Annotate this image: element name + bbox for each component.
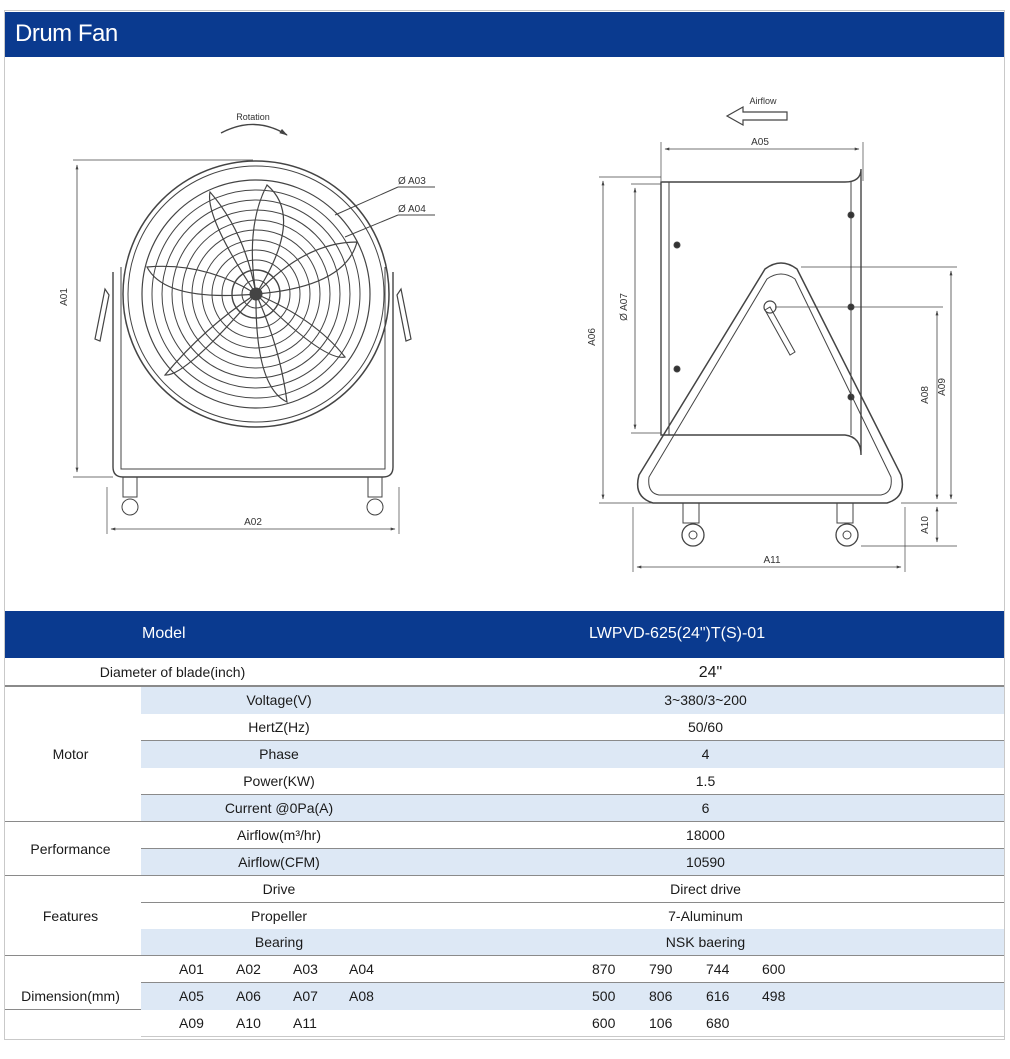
dim-value: 106	[649, 1015, 673, 1031]
dim-value: 870	[592, 961, 616, 977]
callout-line	[345, 215, 398, 237]
group-border	[5, 686, 1004, 687]
motor-hertz-value: 50/60	[687, 719, 724, 735]
dim-code: A01	[179, 961, 204, 977]
side-wheel-right	[836, 503, 858, 546]
dim-value: 680	[706, 1015, 730, 1031]
front-view	[59, 112, 435, 534]
side-view	[587, 96, 957, 572]
wheel-right	[367, 477, 383, 515]
drive-value: Direct drive	[670, 881, 741, 897]
airflow-m3-value: 18000	[686, 827, 725, 843]
table-row	[141, 687, 1004, 714]
dim-code: A09	[179, 1015, 204, 1031]
row-shade	[141, 983, 1004, 1010]
callout-a03: Ø A03	[398, 176, 426, 187]
dim-label-a08: A08	[920, 386, 931, 404]
drum-body	[661, 169, 861, 455]
dim-code: A06	[236, 988, 261, 1004]
bearing-value: NSK baering	[665, 934, 746, 950]
page-title: Drum Fan	[15, 20, 118, 47]
motor-voltage-label: Voltage(V)	[246, 692, 312, 708]
pivot-handle	[765, 307, 795, 355]
dim-value: 790	[649, 961, 673, 977]
table-row	[141, 768, 1004, 795]
handle-right	[397, 289, 411, 341]
dim-value: 600	[762, 961, 786, 977]
propeller-value: 7-Aluminum	[668, 908, 743, 924]
group-border	[5, 875, 1004, 876]
airflow-cfm-value: 10590	[686, 854, 725, 870]
motor-phase-value: 4	[701, 746, 710, 762]
group-label-performance: Performance	[30, 841, 111, 857]
diameter-value: 24"	[698, 664, 723, 681]
bolt	[848, 212, 854, 218]
dim-code: A08	[349, 988, 374, 1004]
callout-a04: Ø A04	[398, 204, 426, 215]
side-wheel-left	[682, 503, 704, 546]
model-header	[5, 611, 1004, 658]
airflow-m3-label: Airflow(m³/hr)	[237, 827, 321, 843]
group-label-features: Features	[42, 908, 99, 924]
group-label-dimension: Dimension(mm)	[21, 988, 120, 1004]
airflow-arrow-icon	[727, 107, 787, 125]
model-value: LWPVD-625(24")T(S)-01	[589, 625, 766, 642]
table-row	[141, 903, 1004, 930]
group-border	[5, 955, 1004, 956]
group-label-motor: Motor	[52, 746, 89, 762]
dim-value: 498	[762, 988, 786, 1004]
bolt	[674, 242, 680, 248]
dim-value: 616	[706, 988, 730, 1004]
dim-code: A11	[293, 1015, 317, 1031]
table-row	[141, 849, 1004, 876]
table-row	[141, 795, 1004, 822]
motor-power-value: 1.5	[695, 773, 716, 789]
table-row-diameter	[5, 659, 1004, 686]
dim-code: A04	[349, 961, 374, 977]
dim-value: 500	[592, 988, 616, 1004]
rotation-arrow-icon	[221, 124, 287, 135]
table-row	[141, 929, 1004, 956]
technical-drawing	[5, 57, 1004, 609]
airflow-label: Airflow	[749, 96, 777, 106]
dim-label-a10: A10	[920, 516, 931, 534]
model-label: Model	[142, 625, 186, 642]
diameter-label: Diameter of blade(inch)	[99, 664, 246, 680]
dim-label-a11: A11	[763, 555, 781, 566]
motor-current-value: 6	[701, 800, 710, 816]
motor-power-label: Power(KW)	[243, 773, 315, 789]
dim-code: A10	[236, 1015, 261, 1031]
table-row	[141, 876, 1004, 903]
dim-value: 600	[592, 1015, 616, 1031]
motor-current-label: Current @0Pa(A)	[224, 800, 334, 816]
side-stand	[638, 263, 903, 503]
handle-left	[95, 289, 109, 341]
airflow-cfm-label: Airflow(CFM)	[238, 854, 320, 870]
dim-label-a07: Ø A07	[619, 293, 630, 321]
motor-phase-label: Phase	[259, 746, 299, 762]
table-row	[141, 822, 1004, 849]
drawing-canvas	[5, 57, 1004, 609]
propeller-label: Propeller	[250, 908, 308, 924]
motor-hertz-label: HertZ(Hz)	[248, 719, 310, 735]
dim-label-a09: A09	[937, 378, 948, 396]
fan-blade	[252, 185, 283, 294]
group-border	[5, 821, 1004, 822]
dim-code: A07	[293, 988, 318, 1004]
dim-label-a02: A02	[244, 517, 262, 528]
rotation-label: Rotation	[236, 112, 270, 122]
table-row	[141, 956, 1004, 983]
dim-label-a06: A06	[587, 328, 598, 346]
dim-code: A03	[293, 961, 318, 977]
bolt	[674, 366, 680, 372]
dim-value: 806	[649, 988, 673, 1004]
dim-code: A02	[236, 961, 261, 977]
dim-label-a05: A05	[751, 137, 769, 148]
stand-frame	[113, 272, 393, 477]
dim-label-a01: A01	[59, 288, 70, 306]
title-bar	[5, 12, 1004, 57]
bearing-label: Bearing	[254, 934, 304, 950]
hub-center	[250, 288, 262, 300]
dim-value: 744	[706, 961, 730, 977]
table-row	[141, 1010, 1004, 1037]
motor-voltage-value: 3~380/3~200	[664, 692, 747, 708]
drive-label: Drive	[262, 881, 296, 897]
wheel-left	[122, 477, 138, 515]
table-row	[141, 741, 1004, 768]
table-row	[141, 714, 1004, 741]
dim-code: A05	[179, 988, 204, 1004]
table-row	[5, 983, 1004, 1010]
